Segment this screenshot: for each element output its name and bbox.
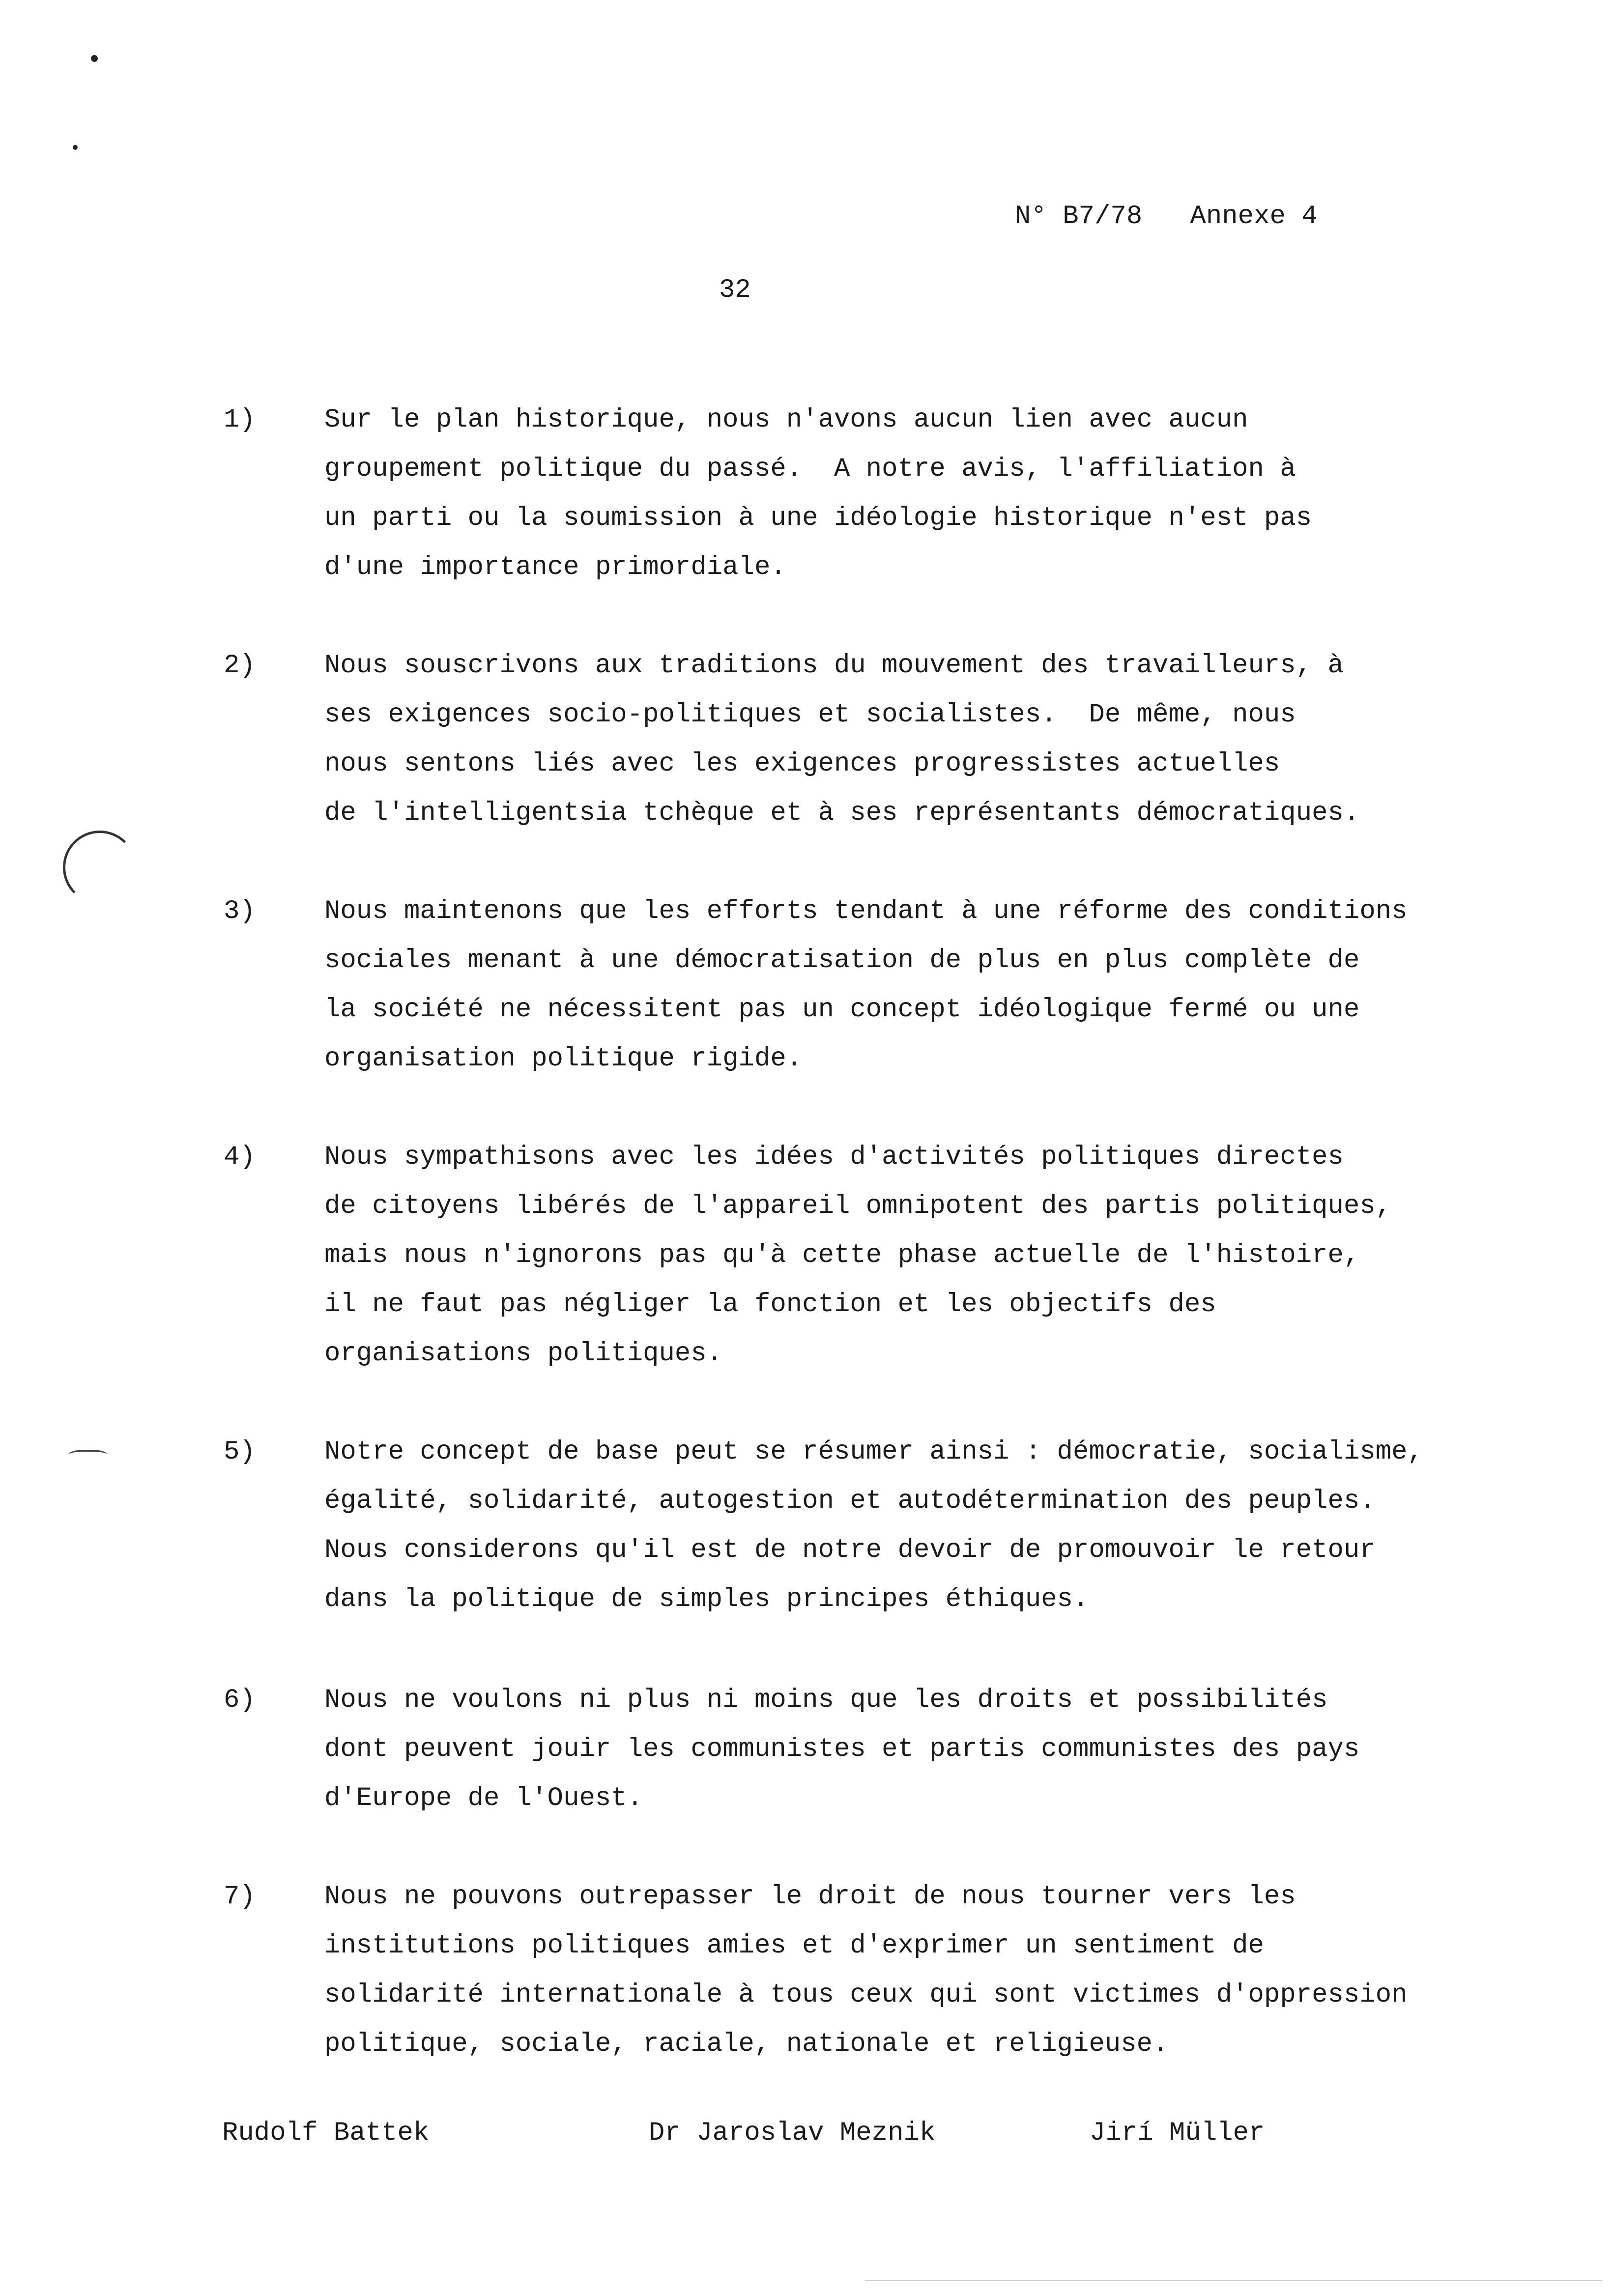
- text-line: Nous ne pouvons outrepasser le droit de nous tourner vers les: [324, 1882, 1296, 1912]
- text-line: Nous souscrivons aux traditions du mouvement des travailleurs, à: [324, 651, 1344, 681]
- text-line: il ne faut pas négliger la fonction et les objectifs des: [324, 1290, 1216, 1320]
- item-text: [324, 1428, 1504, 1624]
- text-line: nous sentons liés avec les exigences progressistes actuelles: [324, 749, 1280, 779]
- scan-speck: [73, 145, 78, 150]
- text-line: Nous considerons qu'il est de notre devoir de promouvoir le retour: [324, 1535, 1376, 1565]
- text-line: égalité, solidarité, autogestion et autodétermination des peuples.: [324, 1486, 1376, 1516]
- text-line: politique, sociale, raciale, nationale et religieuse.: [324, 2029, 1169, 2059]
- text-line: groupement politique du passé. A notre avis, l'affiliation à: [324, 454, 1296, 484]
- text-line: mais nous n'ignorons pas qu'à cette phase actuelle de l'histoire,: [324, 1240, 1360, 1270]
- text-line: Nous sympathisons avec les idées d'activités politiques directes: [324, 1142, 1344, 1172]
- signatory-name: Jirí Müller: [1090, 2118, 1265, 2148]
- item-number: 3): [224, 896, 256, 926]
- text-line: institutions politiques amies et d'exprimer un sentiment de: [324, 1931, 1264, 1961]
- text-line: dans la politique de simples principes éthiques.: [324, 1584, 1089, 1614]
- item-number: 6): [224, 1685, 256, 1715]
- signatory-name: Dr Jaroslav Meznik: [649, 2118, 936, 2148]
- text-line: la société ne nécessitent pas un concept idéologique fermé ou une: [324, 995, 1360, 1025]
- text-line: solidarité internationale à tous ceux qui sont victimes d'oppression: [324, 1980, 1408, 2010]
- page-number: 32: [719, 275, 751, 305]
- item-text: [324, 1872, 1504, 2069]
- scan-edge-line: [865, 2280, 1602, 2281]
- document-reference: N° B7/78 Annexe 4: [1015, 201, 1318, 231]
- text-line: d'Europe de l'Ouest.: [324, 1783, 643, 1813]
- item-text: [324, 887, 1504, 1084]
- text-line: dont peuvent jouir les communistes et partis communistes des pays: [324, 1734, 1360, 1764]
- item-number: 7): [224, 1882, 256, 1912]
- text-line: ses exigences socio-politiques et socialistes. De même, nous: [324, 700, 1296, 730]
- text-line: organisation politique rigide.: [324, 1044, 803, 1074]
- item-number: 2): [224, 651, 256, 681]
- text-line: Sur le plan historique, nous n'avons aucun lien avec aucun: [324, 405, 1248, 435]
- text-line: d'une importance primordiale.: [324, 552, 786, 582]
- hole-punch-mark: [63, 831, 137, 904]
- scan-speck: [91, 55, 98, 62]
- margin-mark: [69, 1450, 107, 1462]
- item-text: [324, 1676, 1504, 1823]
- text-line: Nous ne voulons ni plus ni moins que les droits et possibilités: [324, 1685, 1328, 1715]
- item-number: 5): [224, 1437, 256, 1467]
- text-line: Notre concept de base peut se résumer ainsi : démocratie, socialisme,: [324, 1437, 1423, 1467]
- item-number: 4): [224, 1142, 256, 1172]
- text-line: de citoyens libérés de l'appareil omnipotent des partis politiques,: [324, 1191, 1392, 1221]
- text-line: de l'intelligentsia tchèque et à ses représentants démocratiques.: [324, 798, 1360, 828]
- item-text: [324, 396, 1504, 592]
- text-line: organisations politiques.: [324, 1339, 723, 1369]
- signatory-name: Rudolf Battek: [222, 2118, 430, 2148]
- text-line: sociales menant à une démocratisation de plus en plus complète de: [324, 946, 1360, 976]
- item-text: [324, 1133, 1504, 1378]
- text-line: un parti ou la soumission à une idéologie historique n'est pas: [324, 503, 1312, 533]
- item-number: 1): [224, 405, 256, 435]
- text-line: Nous maintenons que les efforts tendant à une réforme des conditions: [324, 896, 1408, 926]
- item-text: [324, 641, 1504, 838]
